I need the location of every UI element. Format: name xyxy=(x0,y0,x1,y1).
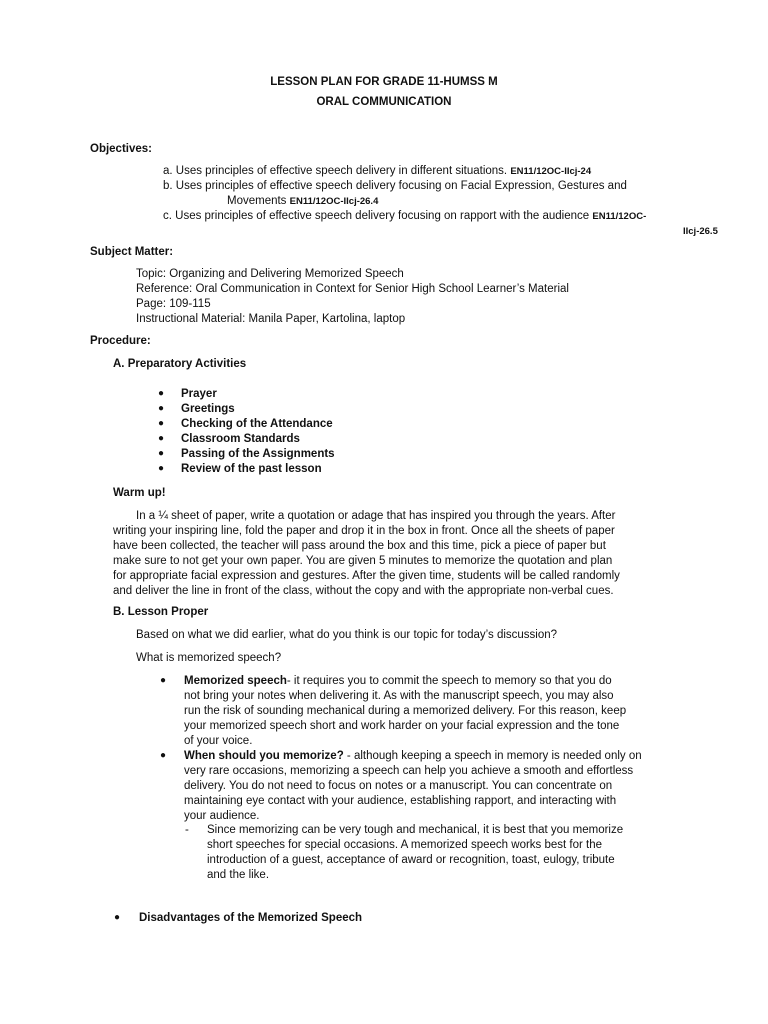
when-rest: - although keeping a speech in memory is needed only on xyxy=(343,750,642,762)
document-title: LESSON PLAN FOR GRADE 11-HUMSS M xyxy=(270,76,498,88)
when-line: your audience. xyxy=(184,810,260,822)
warmup-line: In a ¼ sheet of paper, write a quotation or adage that has inspired you through the years. After xyxy=(136,510,616,522)
bullet-icon: ● xyxy=(158,463,165,474)
list-item: Prayer xyxy=(181,388,217,400)
bullet-icon: ● xyxy=(160,750,167,761)
memorized-line xyxy=(184,674,612,689)
objective-c xyxy=(163,209,646,224)
dash-line: introduction of a guest, acceptance of award or recognition, toast, eulogy, tribute xyxy=(207,854,615,866)
bullet-icon: ● xyxy=(158,403,165,414)
memorized-line: of your voice. xyxy=(184,735,253,747)
bullet-icon: ● xyxy=(114,912,121,923)
dash-line: and the like. xyxy=(207,869,270,881)
memorized-line: not bring your notes when delivering it. As with the manuscript speech, you may also xyxy=(184,690,614,702)
warmup-line: and deliver the line in front of the class, without the copy and with the appropriate non-verbal cues. xyxy=(113,585,614,597)
objective-c-code: EN11/12OC- xyxy=(592,211,647,222)
material-line: Instructional Material: Manila Paper, Kartolina, laptop xyxy=(136,313,406,325)
preparatory-heading: A. Preparatory Activities xyxy=(113,358,247,370)
question-1: Based on what we did earlier, what do you think is our topic for today’s discussion? xyxy=(136,629,558,641)
reference-line: Reference: Oral Communication in Context for Senior High School Learner’s Material xyxy=(136,283,569,295)
when-line: very rare occasions, memorizing a speech can help you achieve a smooth and effortless xyxy=(184,765,634,777)
disadvantages-heading: Disadvantages of the Memorized Speech xyxy=(139,912,363,924)
document-subtitle: ORAL COMMUNICATION xyxy=(316,96,452,108)
warmup-line: have been collected, the teacher will pass around the box and this time, pick a piece of paper but xyxy=(113,540,606,552)
objectives-heading: Objectives: xyxy=(90,143,152,155)
list-item: Passing of the Assignments xyxy=(181,448,335,460)
question-2: What is memorized speech? xyxy=(136,652,282,664)
topic-line: Topic: Organizing and Delivering Memorized Speech xyxy=(136,268,404,280)
memorized-rest: - it requires you to commit the speech to memory so that you do xyxy=(286,675,612,687)
when-line: delivery. You do not need to focus on notes or a manuscript. You can concentrate on xyxy=(184,780,613,792)
memorized-line: your memorized speech short and work harder on your facial expression and the tone xyxy=(184,720,620,732)
subject-matter-heading: Subject Matter: xyxy=(90,246,174,258)
list-item: Review of the past lesson xyxy=(181,463,322,475)
warmup-line: writing your inspiring line, fold the paper and drop it in the box in front. Once all the sheets of paper xyxy=(113,525,615,537)
objective-b-text2: Movements xyxy=(227,195,287,207)
objective-b-line2 xyxy=(227,194,378,209)
objective-c-code2: IIcj-26.5 xyxy=(683,226,718,237)
objective-c-text: c. Uses principles of effective speech delivery focusing on rapport with the audience xyxy=(163,210,590,222)
list-item: Checking of the Attendance xyxy=(181,418,333,430)
dash-icon: - xyxy=(185,824,189,836)
bullet-icon: ● xyxy=(160,675,167,686)
bullet-icon: ● xyxy=(158,388,165,399)
lesson-proper-heading: B. Lesson Proper xyxy=(113,606,209,618)
warmup-line: make sure to not get your own paper. You are given 5 minutes to memorize the quotation and plan xyxy=(113,555,613,567)
dash-line: short speeches for special occasions. A memorized speech works best for the xyxy=(207,839,603,851)
bullet-icon: ● xyxy=(158,433,165,444)
when-line: maintaining eye contact with your audience, establishing rapport, and interacting with xyxy=(184,795,617,807)
warmup-heading: Warm up! xyxy=(113,487,166,499)
bullet-icon: ● xyxy=(158,448,165,459)
memorized-line: run the risk of sounding mechanical during a memorized delivery. For this reason, keep xyxy=(184,705,627,717)
objective-a xyxy=(163,164,591,179)
page-line: Page: 109-115 xyxy=(136,298,211,310)
dash-line: Since memorizing can be very tough and mechanical, it is best that you memorize xyxy=(207,824,624,836)
warmup-line: for appropriate facial expression and gestures. After the given time, students will be called randomly xyxy=(113,570,620,582)
memorized-term: Memorized speech xyxy=(184,675,287,687)
list-item: Classroom Standards xyxy=(181,433,300,445)
when-term: When should you memorize? xyxy=(184,750,344,762)
objective-b-text: b. Uses principles of effective speech delivery focusing on Facial Expression, Gestures and xyxy=(163,180,627,192)
objective-b-code: EN11/12OC-IIcj-26.4 xyxy=(289,196,379,207)
bullet-icon: ● xyxy=(158,418,165,429)
list-item: Greetings xyxy=(181,403,235,415)
procedure-heading: Procedure: xyxy=(90,335,151,347)
objective-a-code: EN11/12OC-IIcj-24 xyxy=(510,166,592,177)
when-line xyxy=(184,749,642,764)
objective-a-text: a. Uses principles of effective speech delivery in different situations. xyxy=(163,165,508,177)
